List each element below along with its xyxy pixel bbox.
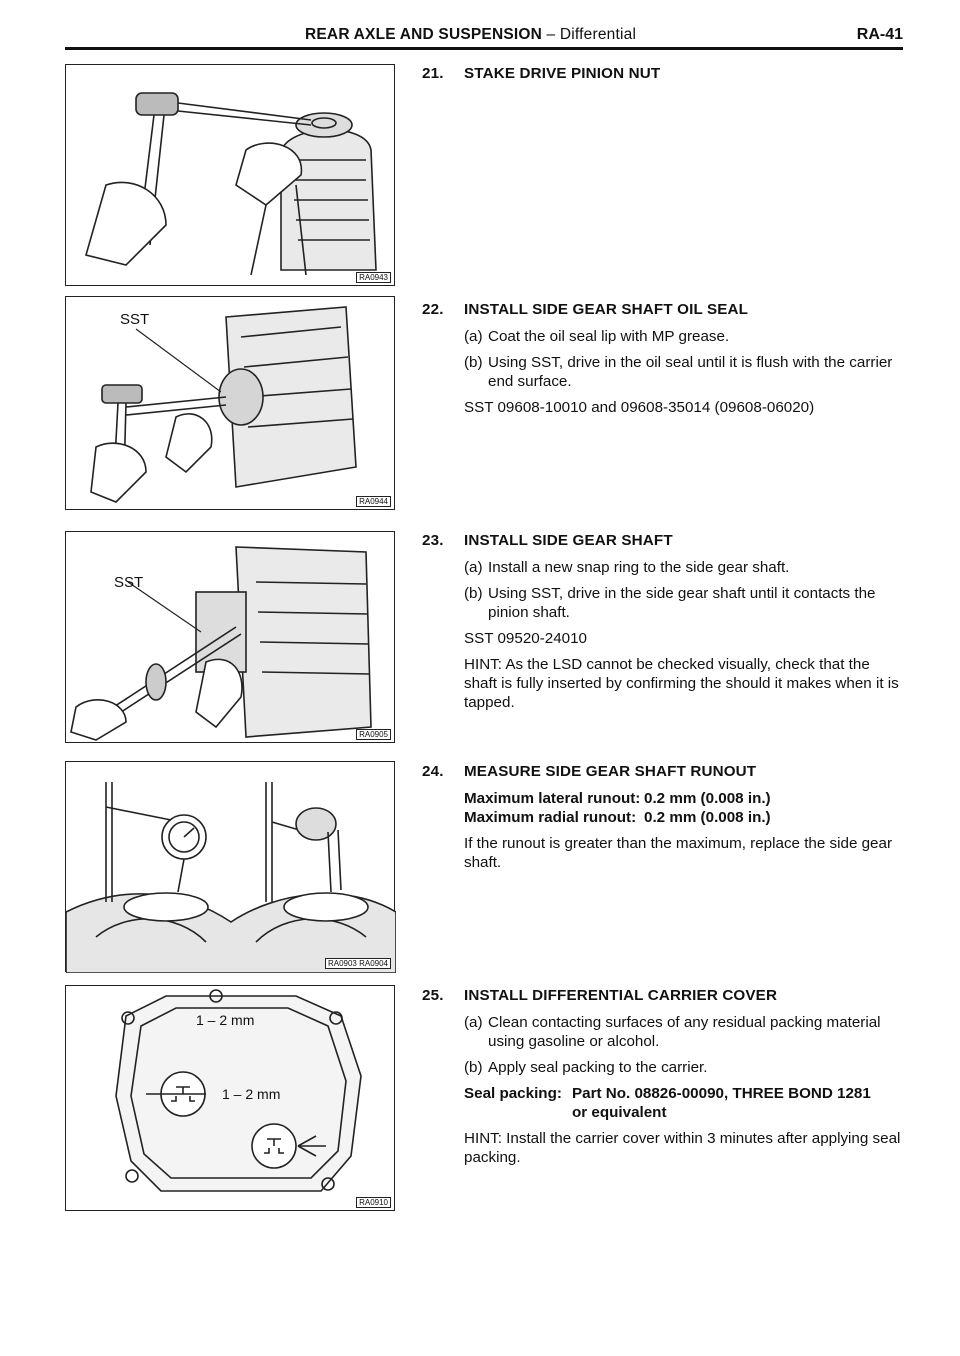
step-22 [422, 300, 904, 424]
substep-a [422, 327, 904, 346]
figure-code: RA0943 [356, 272, 391, 283]
header-rule [65, 47, 903, 50]
figure-measure-runout [65, 761, 395, 972]
step-23 [422, 531, 904, 719]
substep-label: (a) [464, 559, 483, 576]
spec-key: Maximum lateral runout: [464, 790, 641, 807]
substep-text: Using SST, drive in the side gear shaft until it contacts the pinion shaft. [488, 585, 876, 621]
step-title-text: INSTALL DIFFERENTIAL CARRIER COVER [464, 987, 778, 1004]
figure-code: RA0903 RA0904 [325, 958, 391, 969]
substep-a [422, 1013, 904, 1051]
spec-lateral-runout [422, 789, 904, 808]
sst-number: SST 09608-10010 and 09608-35014 (09608-06020) [464, 399, 815, 416]
step-title [422, 531, 904, 550]
spec-key: Maximum radial runout: [464, 809, 637, 826]
step-24 [422, 762, 904, 879]
substep-b [422, 584, 904, 622]
substep-a [422, 558, 904, 577]
seal-width-label-1: 1 – 2 mm [196, 1012, 255, 1028]
step-number: 24. [422, 763, 444, 780]
sst-label: SST [120, 311, 150, 328]
step-number: 22. [422, 301, 444, 318]
hint-text: HINT: Install the carrier cover within 3 minutes after applying seal packing. [464, 1130, 901, 1166]
substep-label: (a) [464, 1014, 483, 1031]
step-title-text: INSTALL SIDE GEAR SHAFT OIL SEAL [464, 301, 749, 318]
substep-label: (b) [464, 585, 483, 602]
step-21 [422, 64, 904, 91]
figure-code: RA0905 [356, 729, 391, 740]
oil-seal-drive-illustration [66, 297, 396, 511]
spec-value: 0.2 mm (0.008 in.) [644, 809, 771, 826]
substep-b [422, 353, 904, 391]
figure-install-side-gear-shaft [65, 531, 395, 743]
figure-stake-pinion-nut [65, 64, 395, 286]
page-number: RA-41 [856, 26, 903, 43]
figure-code: RA0944 [356, 496, 391, 507]
step-title-text: STAKE DRIVE PINION NUT [464, 65, 661, 82]
spec-key: Seal packing: [464, 1085, 562, 1102]
substep-text: Clean contacting surfaces of any residual packing material using gasoline or alcohol. [488, 1014, 881, 1050]
seal-packing-spec [422, 1084, 904, 1122]
step-number: 25. [422, 987, 444, 1004]
figure-code: RA0910 [356, 1197, 391, 1208]
side-gear-shaft-drive-illustration [66, 532, 396, 744]
spec-value: 0.2 mm (0.008 in.) [644, 790, 771, 807]
step-title-text: MEASURE SIDE GEAR SHAFT RUNOUT [464, 763, 757, 780]
header-title [305, 26, 636, 44]
step-title [422, 64, 904, 83]
substep-b [422, 1058, 904, 1077]
header-section: REAR AXLE AND SUSPENSION [305, 26, 543, 43]
dial-gauge-runout-illustration [66, 762, 396, 973]
sst-label: SST [114, 574, 144, 591]
substep-label: (b) [464, 1059, 483, 1076]
step-title [422, 986, 904, 1005]
step-number: 21. [422, 65, 444, 82]
step-number: 23. [422, 532, 444, 549]
substep-text: Apply seal packing to the carrier. [488, 1059, 708, 1076]
figure-install-oil-seal [65, 296, 395, 510]
step-title-text: INSTALL SIDE GEAR SHAFT [464, 532, 673, 549]
step-title [422, 762, 904, 781]
figure-carrier-cover [65, 985, 395, 1211]
header-separator: – [542, 26, 560, 43]
sst-number: SST 09520-24010 [464, 630, 588, 647]
step-25 [422, 986, 904, 1174]
runout-note: If the runout is greater than the maximum, replace the side gear shaft. [464, 835, 893, 871]
step-title [422, 300, 904, 319]
hint-text: HINT: As the LSD cannot be checked visually, check that the shaft is fully inserted by confirming the should it makes when it is tapped. [464, 656, 899, 711]
page-header [65, 26, 903, 48]
header-subsection: Differential [559, 26, 637, 43]
substep-text: Coat the oil seal lip with MP grease. [488, 328, 730, 345]
substep-text: Using SST, drive in the oil seal until it is flush with the carrier end surface. [488, 354, 893, 390]
spec-value: Part No. 08826-00090, THREE BOND 1281 or equivalent [572, 1085, 871, 1121]
hammer-staking-illustration [66, 65, 396, 287]
seal-width-label-2: 1 – 2 mm [222, 1086, 281, 1102]
substep-label: (b) [464, 354, 483, 371]
substep-label: (a) [464, 328, 483, 345]
substep-text: Install a new snap ring to the side gear shaft. [488, 559, 790, 576]
spec-radial-runout [422, 808, 904, 827]
